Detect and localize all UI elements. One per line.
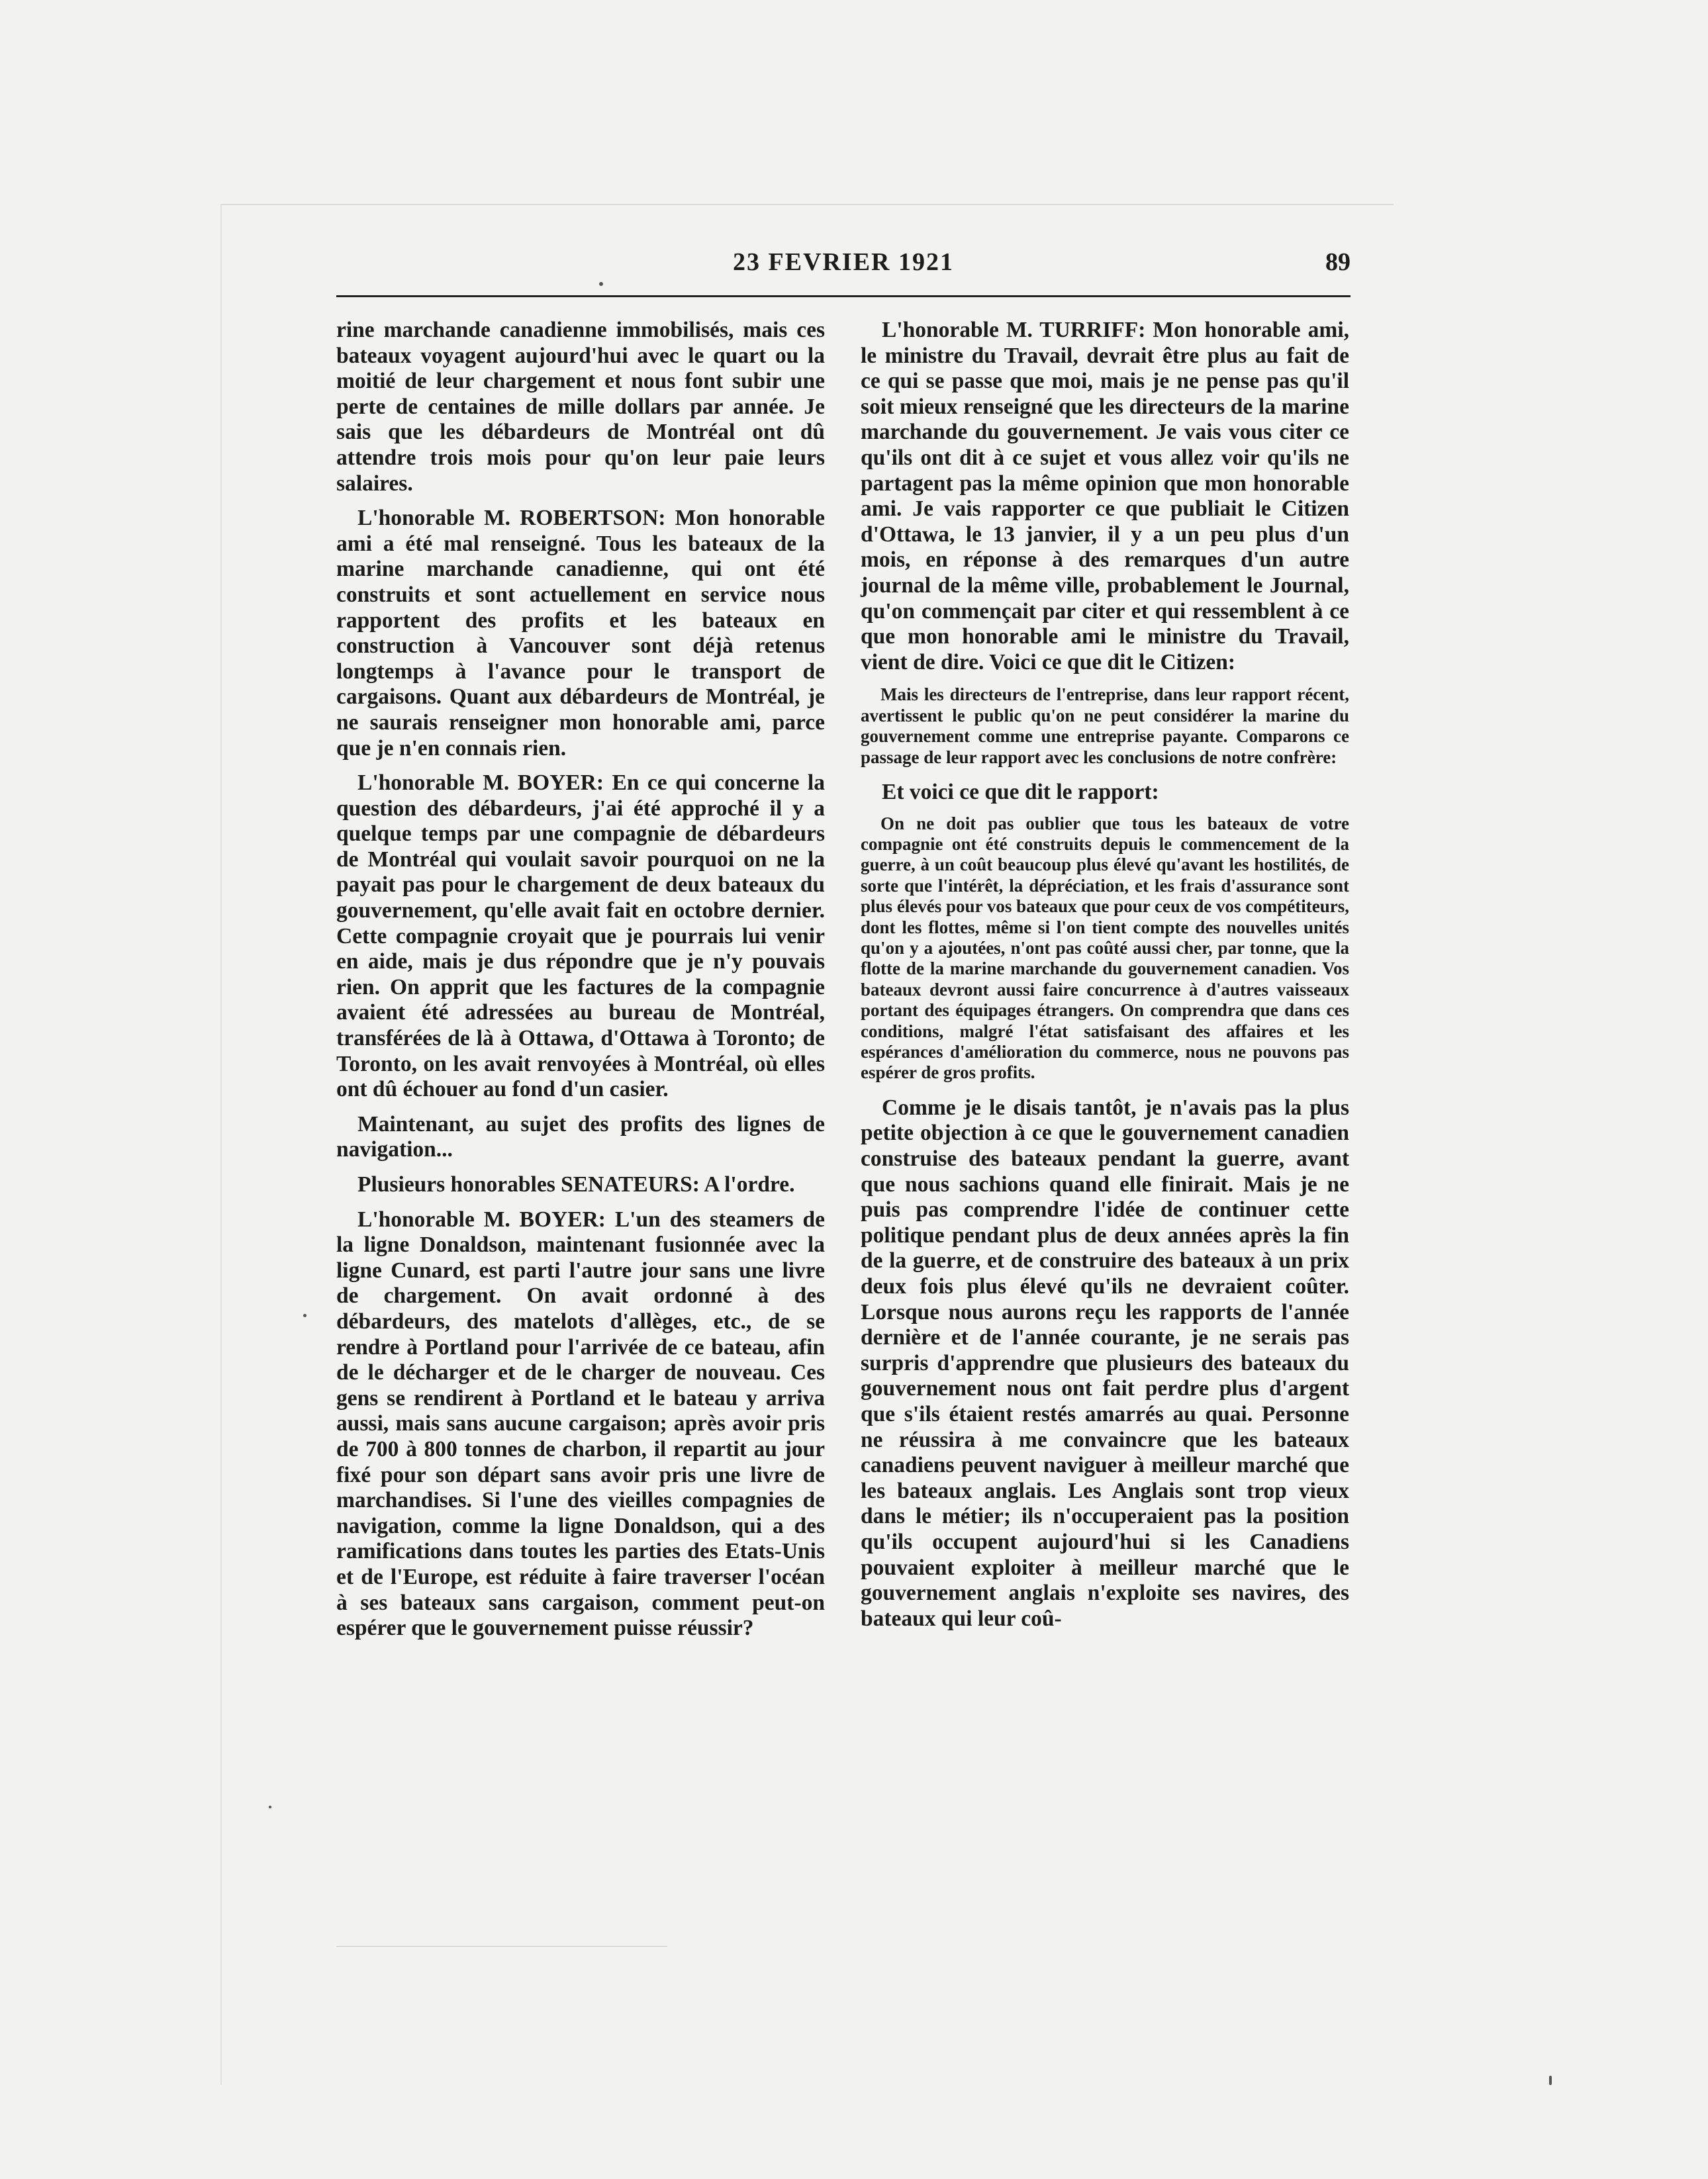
- right-column: [861, 318, 1349, 1641]
- paragraph: rine marchande canadienne immobilisés, mais ces bateaux voyagent aujourd'hui avec le quart ou la moitié de leur chargement et nous font subir une perte de centaines de mille dollars par année. Je sais que les débardeurs de Montréal ont dû attendre trois mois pour qu'on leur paie leurs salaires.: [336, 318, 825, 496]
- paragraph: Plusieurs honorables SENATEURS: A l'ordre.: [357, 1172, 795, 1197]
- scan-speck: [269, 1806, 271, 1808]
- header-rule: [336, 295, 1351, 297]
- left-column: [336, 318, 825, 1651]
- paragraph: L'honorable M. ROBERTSON: Mon honorable ami a été mal renseigné. Tous les bateaux de la marine marchande canadienne, qui ont été construits et sont actuellement en service nous rapportent des profits et les bateaux en construction à Vancouver sont déjà retenus longtemps à l'avance pour le transport de cargaisons. Quant aux débardeurs de Montréal, je ne saurais renseigner mon honorable ami, parce que je n'en connais rien.: [336, 506, 825, 761]
- quotation: Mais les directeurs de l'entreprise, dans leur rapport récent, avertissent le public qu'on ne peut considérer la marine du gouvernement comme une entreprise payante. Comparons ce passage de leur rapport avec les conclusions de notre confrère:: [861, 684, 1349, 767]
- paragraph: L'honorable M. BOYER: En ce qui concerne la question des débardeurs, j'ai été approché il y a quelque temps par une compagnie de débardeurs de Montréal qui voulait savoir pourquoi on ne la payait pas pour le chargement de deux bateaux du gouvernement, qu'elle avait fait en octobre dernier. Cette compagnie croyait que je pourrais lui venir en aide, mais je dus répondre que je n'y pouvais rien. On apprit que les factures de la compagnie avaient été adressées au bureau de Montréal, transférées de là à Ottawa, d'Ottawa à Toronto; de Toronto, on les avait renvoyées à Montréal, où elles ont dû échouer au fond d'un casier.: [336, 770, 825, 1102]
- page-date: 23 FEVRIER 1921: [732, 248, 955, 276]
- paragraph: Maintenant, au sujet des profits des lignes de navigation...: [336, 1111, 825, 1162]
- quotation: On ne doit pas oublier que tous les bateaux de votre compagnie ont été construits depuis le commencement de la guerre, à un coût beaucoup plus élevé qu'avant les hostilités, de sorte que l'intérêt, la dépréciation, et les frais d'assurance sont plus élevés pour vos bateaux que pour ceux de vos compétiteurs, dont les flottes, même si l'on tient compte des nouvelles unités qu'on y a ajoutées, n'ont pas coûté aussi cher, par tonne, que la flotte de la marine marchande du gouvernement canadien. Vos bateaux devront aussi faire concurrence à d'autres vaisseaux portant des équipages étrangers. On comprendra que dans ces conditions, malgré l'état satisfaisant des affaires et les espérances d'amélioration du commerce, nous ne pouvons pas espérer de gros profits.: [861, 813, 1349, 1083]
- page-header: [336, 244, 1351, 297]
- scan-speck: [303, 1314, 307, 1317]
- paragraph: Comme je le disais tantôt, je n'avais pas la plus petite objection à ce que le gouvernement canadien construise des bateaux pendant la guerre, avant que nous sachions quand elle finirait. Mais je ne puis pas comprendre l'idée de continuer cette politique pendant plus de deux années après la fin de la guerre, et de construire des bateaux à un prix deux fois plus élevé qu'ils ne devraient coûter. Lorsque nous aurons reçu les rapports de l'année dernière et de l'année courante, je ne serais pas surpris d'apprendre que plusieurs des bateaux du gouvernement nous ont fait perdre plus d'argent que s'ils étaient restés amarrés au quai. Personne ne réussira à me convaincre que les bateaux canadiens peuvent naviguer à meilleur marché que les bateaux anglais. Les Anglais sont trop vieux dans le métier; ils n'occuperaient pas la position qu'ils occupent aujourd'hui si les Canadiens pouvaient exploiter à meilleur marché que le gouvernement anglais n'exploite ses navires, des bateaux qui leur coû-: [861, 1095, 1349, 1631]
- scan-speck: [1549, 2076, 1552, 2085]
- paragraph: L'honorable M. BOYER: L'un des steamers de la ligne Donaldson, maintenant fusionnée avec la ligne Cunard, est parti l'autre jour sans une livre de chargement. On avait ordonné à des débardeurs, des matelots d'allèges, etc., de se rendre à Portland pour l'arrivée de ce bateau, afin de le décharger et de le charger de nouveau. Ces gens se rendirent à Portland et le bateau y arriva aussi, mais sans aucune cargaison; après avoir pris de 700 à 800 tonnes de charbon, il repartit au jour fixé pour son départ sans avoir pris une livre de marchandises. Si l'une des vieilles compagnies de navigation, comme la ligne Donaldson, qui a des ramifications dans toutes les parties des Etats-Unis et de l'Europe, est réduite à faire traverser l'océan à ses bateaux sans cargaison, comment peut-on espérer que le gouvernement puisse réussir?: [336, 1207, 825, 1641]
- section-subheading: Et voici ce que dit le rapport:: [882, 779, 1159, 804]
- scan-speck: [599, 282, 603, 286]
- footer-rule: [336, 1946, 667, 1947]
- paragraph: L'honorable M. TURRIFF: Mon honorable ami, le ministre du Travail, devrait être plus au fait de ce qui se passe que moi, mais je ne pense pas qu'il soit mieux renseigné que les directeurs de la marine marchande du gouvernement. Je vais vous citer ce qu'ils ont dit à ce sujet et vous allez voir qu'ils ne partagent pas la même opinion que mon honorable ami. Je vais rapporter ce que publiait le Citizen d'Ottawa, le 13 janvier, il y a un peu plus d'un mois, en réponse à des remarques d'un autre journal de la même ville, probablement le Journal, qu'on commençait par citer et qui ressemblent à ce que mon honorable ami le ministre du Travail, vient de dire. Voici ce que dit le Citizen:: [861, 318, 1349, 674]
- page-number: 89: [1325, 248, 1351, 276]
